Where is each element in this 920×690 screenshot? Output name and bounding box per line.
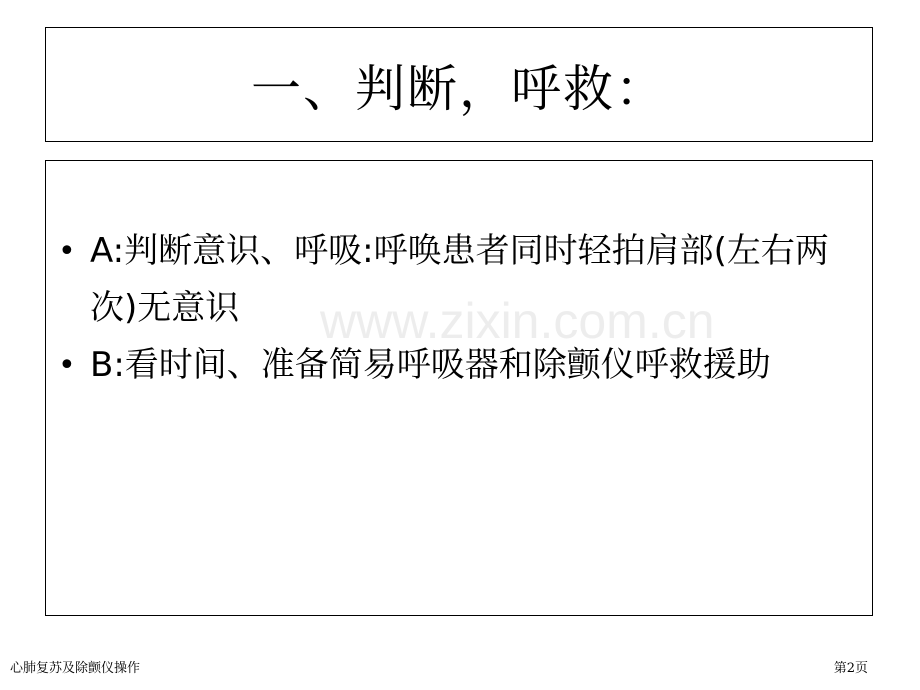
- page-number: 第2页: [833, 661, 868, 676]
- bullet-dot-icon: •: [58, 348, 76, 383]
- bullet-dot-icon: •: [58, 234, 76, 269]
- bullet-item: [56, 223, 871, 337]
- bullet-item: [56, 337, 871, 394]
- footer-title: 心肺复苏及除颤仪操作: [10, 661, 141, 676]
- slide-title: 一、判断，呼救：: [251, 59, 667, 118]
- title-box: [45, 27, 873, 142]
- content-box: [45, 160, 873, 616]
- bullet-text: B:看时间、准备简易呼吸器和除颤仪呼救援助: [90, 345, 771, 385]
- bullet-text: A:判断意识、呼吸:呼唤患者同时轻拍肩部(左右两次)无意识: [90, 231, 829, 328]
- watermark: www.zixin.com.cn: [320, 293, 715, 349]
- bullet-list: [56, 223, 871, 394]
